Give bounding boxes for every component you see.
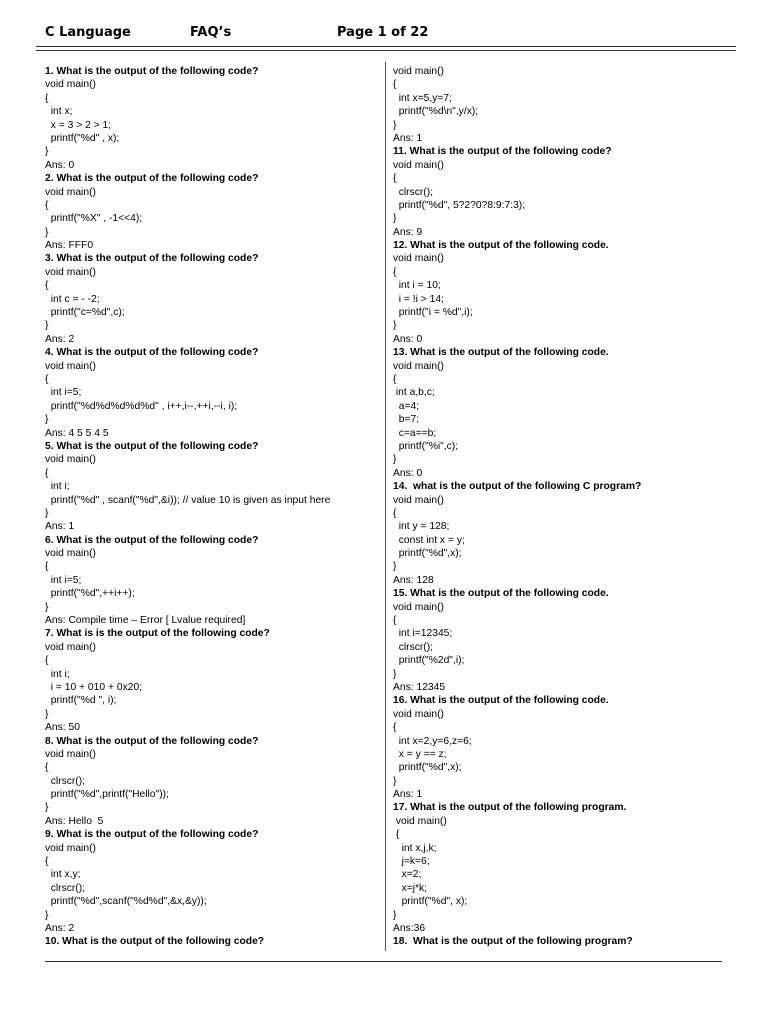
code-line: {: [393, 373, 397, 385]
code-line: {: [45, 280, 49, 292]
code-line: printf("%X" , -1<<4);: [45, 213, 143, 225]
code-line: printf("%d", 5?2?0?8:9:7:3);: [393, 199, 526, 211]
header-rule-top: [36, 46, 736, 47]
code-line: {: [393, 79, 397, 91]
code-line: x = 3 > 2 > 1;: [45, 119, 112, 131]
question-heading: 3. What is the output of the following code?: [45, 253, 259, 265]
code-line: printf("%d\n",y/x);: [393, 106, 479, 118]
code-line: }: [393, 668, 397, 680]
code-line: void main(): [393, 360, 444, 372]
question-heading: 4. What is the output of the following code?: [45, 347, 259, 359]
left-column: [45, 65, 380, 949]
code-line: {: [393, 173, 397, 185]
code-line: const int x = y;: [393, 534, 465, 546]
code-line: c=a==b;: [393, 427, 437, 439]
code-line: Ans: 0: [393, 467, 423, 479]
code-line: printf("%d%d%d%d%d" , i++,i--,++i,--i, i);: [45, 400, 238, 412]
code-line: Ans: FFF0: [45, 240, 94, 252]
code-line: }: [45, 414, 49, 426]
code-line: void main(): [393, 494, 444, 506]
code-line: x=2;: [393, 869, 422, 881]
code-line: {: [45, 561, 49, 573]
code-line: {: [45, 655, 49, 667]
code-line: Ans: Hello 5: [45, 815, 104, 827]
question-heading: 1. What is the output of the following code?: [45, 66, 259, 77]
code-line: void main(): [393, 253, 444, 265]
code-line: Ans: 0: [393, 333, 423, 345]
code-line: Ans: 0: [45, 159, 75, 171]
code-line: Ans: 50: [45, 722, 80, 734]
code-line: void main(): [45, 641, 96, 653]
header-faq: FAQ’s: [190, 25, 232, 40]
code-line: void main(): [45, 266, 96, 278]
header-page-number: Page 1 of 22: [337, 25, 429, 40]
code-line: x = y == z;: [393, 748, 447, 760]
code-line: int x=2,y=6,z=6;: [393, 735, 472, 747]
code-line: Ans: 128: [393, 574, 434, 586]
code-line: {: [393, 266, 397, 278]
code-line: }: [45, 708, 49, 720]
code-line: void main(): [393, 159, 444, 171]
question-heading: 7. What is is the output of the following code?: [45, 628, 270, 640]
code-line: }: [45, 601, 49, 613]
code-line: printf("i = %d",i);: [393, 307, 473, 319]
code-line: int x,y;: [45, 869, 81, 881]
code-line: int i;: [45, 481, 70, 493]
code-line: {: [393, 615, 397, 627]
code-line: }: [393, 454, 397, 466]
code-line: {: [393, 507, 397, 519]
question-heading: 15. What is the output of the following code.: [393, 588, 609, 600]
header-rule-bottom: [36, 50, 736, 51]
code-line: void main(): [393, 708, 444, 720]
code-line: }: [393, 119, 397, 131]
question-heading: 8. What is the output of the following code?: [45, 735, 259, 747]
code-line: {: [45, 762, 49, 774]
code-line: int c = - -2;: [45, 293, 100, 305]
code-line: Ans: Compile time – Error [ Lvalue required]: [45, 615, 246, 627]
question-heading: 12. What is the output of the following code.: [393, 240, 609, 252]
code-line: int i = 10;: [393, 280, 441, 292]
question-heading: 5. What is the output of the following code?: [45, 440, 259, 452]
code-line: }: [393, 909, 397, 921]
code-line: int i;: [45, 668, 70, 680]
page-header: [45, 22, 725, 44]
code-line: int x=5,y=7;: [393, 92, 452, 104]
code-line: int x,j,k;: [393, 842, 437, 854]
code-line: i = 10 + 010 + 0x20;: [45, 681, 143, 693]
code-line: int a,b,c;: [393, 387, 435, 399]
code-line: void main(): [393, 815, 447, 827]
code-line: clrscr();: [45, 882, 86, 894]
question-heading: 18. What is the output of the following program?: [393, 936, 633, 948]
code-line: Ans:36: [393, 923, 426, 934]
code-line: printf("%i",c);: [393, 440, 459, 452]
code-line: clrscr();: [45, 775, 86, 787]
code-line: printf("c=%d",c);: [45, 307, 125, 319]
code-line: i = !i > 14;: [393, 293, 444, 305]
code-line: }: [393, 320, 397, 332]
code-line: {: [45, 373, 49, 385]
code-line: printf("%d",x);: [393, 762, 462, 774]
code-line: }: [393, 213, 397, 225]
code-line: {: [393, 722, 397, 734]
footer-rule: [45, 961, 722, 962]
code-line: void main(): [45, 748, 96, 760]
right-column: [393, 65, 723, 949]
code-line: {: [393, 829, 400, 841]
code-line: printf("%d" , x);: [45, 132, 120, 144]
code-line: void main(): [45, 454, 96, 466]
code-line: printf("%d",++i++);: [45, 588, 135, 600]
code-line: Ans: 2: [45, 333, 75, 345]
code-line: x=j*k;: [393, 882, 428, 894]
code-line: {: [45, 199, 49, 211]
code-line: {: [45, 92, 49, 104]
code-line: printf("%d ", i);: [45, 695, 117, 707]
question-heading: 2. What is the output of the following code?: [45, 173, 259, 185]
code-line: printf("%d",scanf("%d%d",&x,&y));: [45, 896, 207, 908]
code-line: }: [45, 909, 49, 921]
code-line: clrscr();: [393, 186, 434, 198]
code-line: }: [45, 320, 49, 332]
code-line: }: [393, 775, 397, 787]
code-line: Ans: 4 5 5 4 5: [45, 427, 109, 439]
code-line: printf("%d",x);: [393, 548, 462, 560]
code-line: void main(): [45, 548, 96, 560]
code-line: int i=5;: [45, 574, 82, 586]
code-line: int x;: [45, 106, 73, 118]
code-line: int i=12345;: [393, 628, 453, 640]
code-line: Ans: 2: [45, 923, 75, 934]
code-line: void main(): [393, 66, 444, 77]
question-heading: 13. What is the output of the following code.: [393, 347, 609, 359]
question-heading: 9. What is the output of the following code?: [45, 829, 259, 841]
code-line: Ans: 9: [393, 226, 423, 238]
code-line: void main(): [45, 360, 96, 372]
code-line: {: [45, 856, 49, 868]
question-heading: 11. What is the output of the following code?: [393, 146, 612, 158]
code-line: Ans: 12345: [393, 681, 446, 693]
code-line: void main(): [45, 186, 96, 198]
code-line: void main(): [45, 79, 96, 91]
header-title: C Language: [45, 25, 131, 40]
code-line: }: [45, 507, 49, 519]
code-line: printf("%d" , scanf("%d",&i)); // value 10 is given as input here: [45, 494, 331, 506]
code-line: Ans: 1: [393, 132, 423, 144]
code-line: }: [45, 146, 49, 158]
question-heading: 17. What is the output of the following program.: [393, 802, 627, 814]
code-line: b=7;: [393, 414, 420, 426]
code-line: int y = 128;: [393, 521, 450, 533]
code-line: Ans: 1: [393, 789, 423, 801]
code-line: void main(): [45, 842, 96, 854]
code-line: {: [45, 467, 49, 479]
code-line: j=k=6;: [393, 856, 430, 868]
code-line: void main(): [393, 601, 444, 613]
code-line: }: [45, 802, 49, 814]
code-line: }: [393, 561, 397, 573]
code-line: a=4;: [393, 400, 420, 412]
code-line: printf("%d",printf("Hello"));: [45, 789, 169, 801]
code-line: printf("%d", x);: [393, 896, 468, 908]
code-line: clrscr();: [393, 641, 434, 653]
question-heading: 6. What is the output of the following code?: [45, 534, 259, 546]
column-divider: [385, 62, 386, 951]
code-line: printf("%2d",i);: [393, 655, 465, 667]
question-heading: 10. What is the output of the following code?: [45, 936, 265, 948]
question-heading: 16. What is the output of the following code.: [393, 695, 609, 707]
code-line: }: [45, 226, 49, 238]
code-line: int i=5;: [45, 387, 82, 399]
code-line: Ans: 1: [45, 521, 75, 533]
question-heading: 14. what is the output of the following C program?: [393, 481, 642, 493]
